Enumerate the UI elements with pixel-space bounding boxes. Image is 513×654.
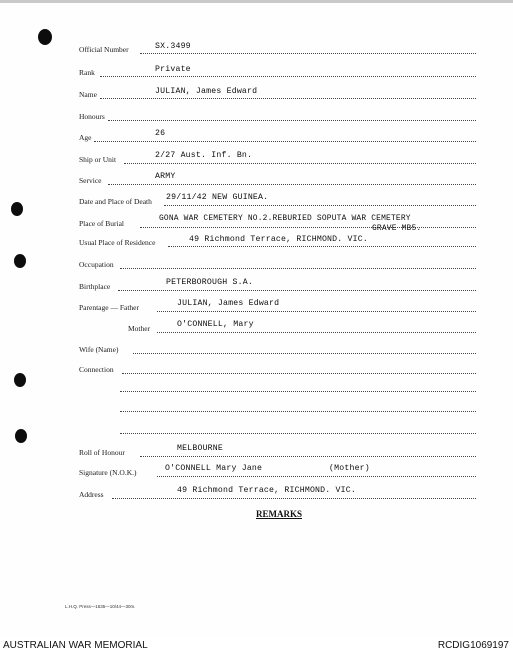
father-label: Parentage — Father [79,303,139,312]
name-value: JULIAN, James Edward [155,87,258,96]
scan-edge-mark [0,0,513,3]
service-line [108,184,476,185]
connection-line-2 [120,391,476,392]
connection-line-3 [120,411,476,412]
official-number-value: SX.3499 [155,42,191,51]
punch-hole-5 [15,429,27,443]
name-line [100,98,476,99]
usual-residence-value: 49 Richmond Terrace, RICHMOND. VIC. [189,235,368,244]
age-value: 26 [155,129,166,138]
wife-label: Wife (Name) [79,345,119,354]
honours-label: Honours [79,112,105,121]
service-value: ARMY [155,172,176,181]
mother-value: O'CONNELL, Mary [177,320,254,329]
place-of-burial-label: Place of Burial [79,219,124,228]
footer-institution: AUSTRALIAN WAR MEMORIAL [3,640,148,651]
wife-line [133,353,476,354]
name-label: Name [79,90,97,99]
punch-hole-2 [11,202,23,216]
address-label: Address [79,490,104,499]
mother-label: Mother [128,324,151,333]
ship-or-unit-label: Ship or Unit [79,155,117,164]
birthplace-value: PETERBOROUGH S.A. [166,278,253,287]
usual-residence-line [168,246,476,247]
archive-footer [0,636,513,654]
father-value: JULIAN, James Edward [177,299,280,308]
punch-hole-1 [38,29,52,45]
ship-or-unit-line [124,163,476,164]
rank-label: Rank [79,68,95,77]
signature-label: Signature (N.O.K.) [79,468,137,477]
address-value: 49 Richmond Terrace, RICHMOND. VIC. [177,486,356,495]
rank-value: Private [155,65,191,74]
birthplace-label: Birthplace [79,282,111,291]
remarks-heading: REMARKS [256,509,303,519]
ship-or-unit-value: 2/27 Aust. Inf. Bn. [155,151,253,160]
roll-of-honour-value: MELBOURNE [177,444,224,453]
age-label: Age [79,133,92,142]
signature-value: O'CONNELL Mary Jane [165,464,263,473]
date-place-death-label: Date and Place of Death [79,197,152,206]
honours-line [108,120,476,121]
place-of-burial-line [140,227,476,228]
punch-hole-4 [14,373,26,387]
age-line [94,141,476,142]
roll-of-honour-line [140,456,476,457]
printer-imprint: L.H.Q. Press—1635—10/44—30m. [65,604,136,609]
footer-record-id: RCDIG1069197 [437,640,509,651]
official-number-label: Official Number [79,45,129,54]
father-line [157,311,476,312]
usual-residence-label: Usual Place of Residence [79,238,156,247]
roll-of-honour-label: Roll of Honour [79,448,125,457]
signature-relation: (Mother) [329,464,370,473]
service-label: Service [79,176,102,185]
place-of-burial-grave: GRAVE MB5. [372,224,422,233]
signature-line [157,476,476,477]
mother-line [157,332,476,333]
connection-line-4 [120,433,476,434]
occupation-line [120,268,476,269]
official-number-line [140,53,476,54]
address-line [112,498,476,499]
date-place-death-value: 29/11/42 NEW GUINEA. [166,193,269,202]
rank-line [100,76,476,77]
place-of-burial-value: GONA WAR CEMETERY NO.2.REBURIED SOPUTA WAR CEMETERY [159,214,411,223]
punch-hole-3 [14,254,26,268]
occupation-label: Occupation [79,260,114,269]
connection-line-1 [122,373,476,374]
connection-label: Connection [79,365,114,374]
birthplace-line [118,290,476,291]
date-place-death-line [164,205,476,206]
